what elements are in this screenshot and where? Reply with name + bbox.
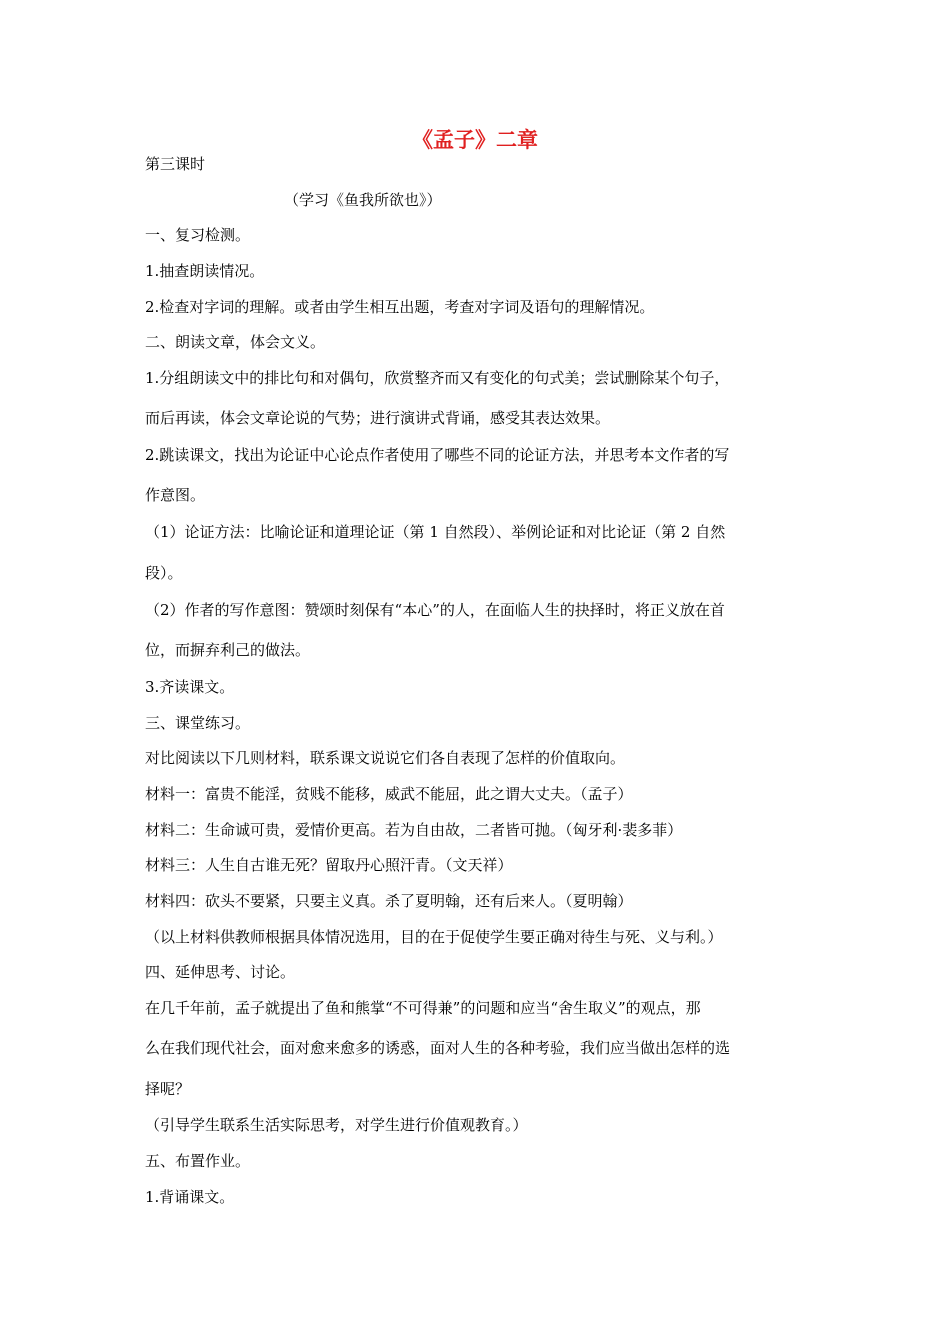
paragraph-line: 择呢？ [145,1080,191,1098]
section-heading-reading: 二、朗读文章，体会文义。 [145,333,326,351]
paragraph-line: 作意图。 [145,486,206,504]
material-line: 材料三：人生自古谁无死？留取丹心照汗青。（文天祥） [145,856,513,874]
paragraph-line: 么在我们现代社会，面对愈来愈多的诱惑，面对人生的各种考验，我们应当做出怎样的选 [145,1039,731,1057]
paragraph-line: 段）。 [145,564,183,582]
section-heading-exercise: 三、课堂练习。 [145,714,251,732]
section-heading-review: 一、复习检测。 [145,226,251,244]
section-heading-discussion: 四、延伸思考、讨论。 [145,963,296,981]
paragraph-line: （2）作者的写作意图：赞颂时刻保有“本心”的人，在面临人生的抉择时，将正义放在首 [145,601,725,619]
paragraph-line: 对比阅读以下几则材料，联系课文说说它们各自表现了怎样的价值取向。 [145,749,626,767]
paragraph-line: 而后再读，体会文章论说的气势；进行演讲式背诵，感受其表达效果。 [145,409,611,427]
paragraph-line: 在几千年前，孟子就提出了鱼和熊掌“不可得兼”的问题和应当“舍生取义”的观点，那 [145,999,701,1017]
paragraph-line: 2.跳读课文，找出为论证中心论点作者使用了哪些不同的论证方法，并思考本文作者的写 [145,446,730,464]
material-line: 材料四：砍头不要紧，只要主义真。杀了夏明翰，还有后来人。（夏明翰） [145,892,633,910]
document-title: 《孟子》二章 [412,128,538,152]
material-line: 材料二：生命诚可贵，爱情价更高。若为自由故，二者皆可抛。（匈牙利·裴多菲） [145,821,683,839]
paragraph-line: 1.分组朗读文中的排比句和对偶句，欣赏整齐而又有变化的句式美；尝试删除某个句子， [145,369,730,387]
lesson-label: 第三课时 [145,155,206,173]
paragraph-line: 3.齐读课文。 [145,678,235,696]
paragraph-line: 1.抽查朗读情况。 [145,262,265,280]
paragraph-line: （引导学生联系生活实际思考，对学生进行价值观教育。） [145,1116,528,1134]
paragraph-line: 位，而摒弃利己的做法。 [145,641,311,659]
paragraph-line: （1）论证方法：比喻论证和道理论证（第 1 自然段）、举例论证和对比论证（第 2 自然 [145,523,726,541]
paragraph-line: （以上材料供教师根据具体情况选用，目的在于促使学生要正确对待生与死、义与利。） [145,928,723,946]
lesson-subtitle: （学习《鱼我所欲也》） [284,191,442,209]
material-line: 材料一：富贵不能淫，贫贱不能移，威武不能屈，此之谓大丈夫。（孟子） [145,785,633,803]
section-heading-homework: 五、布置作业。 [145,1152,251,1170]
paragraph-line: 1.背诵课文。 [145,1188,235,1206]
paragraph-line: 2.检查对字词的理解。或者由学生相互出题，考查对字词及语句的理解情况。 [145,298,655,316]
